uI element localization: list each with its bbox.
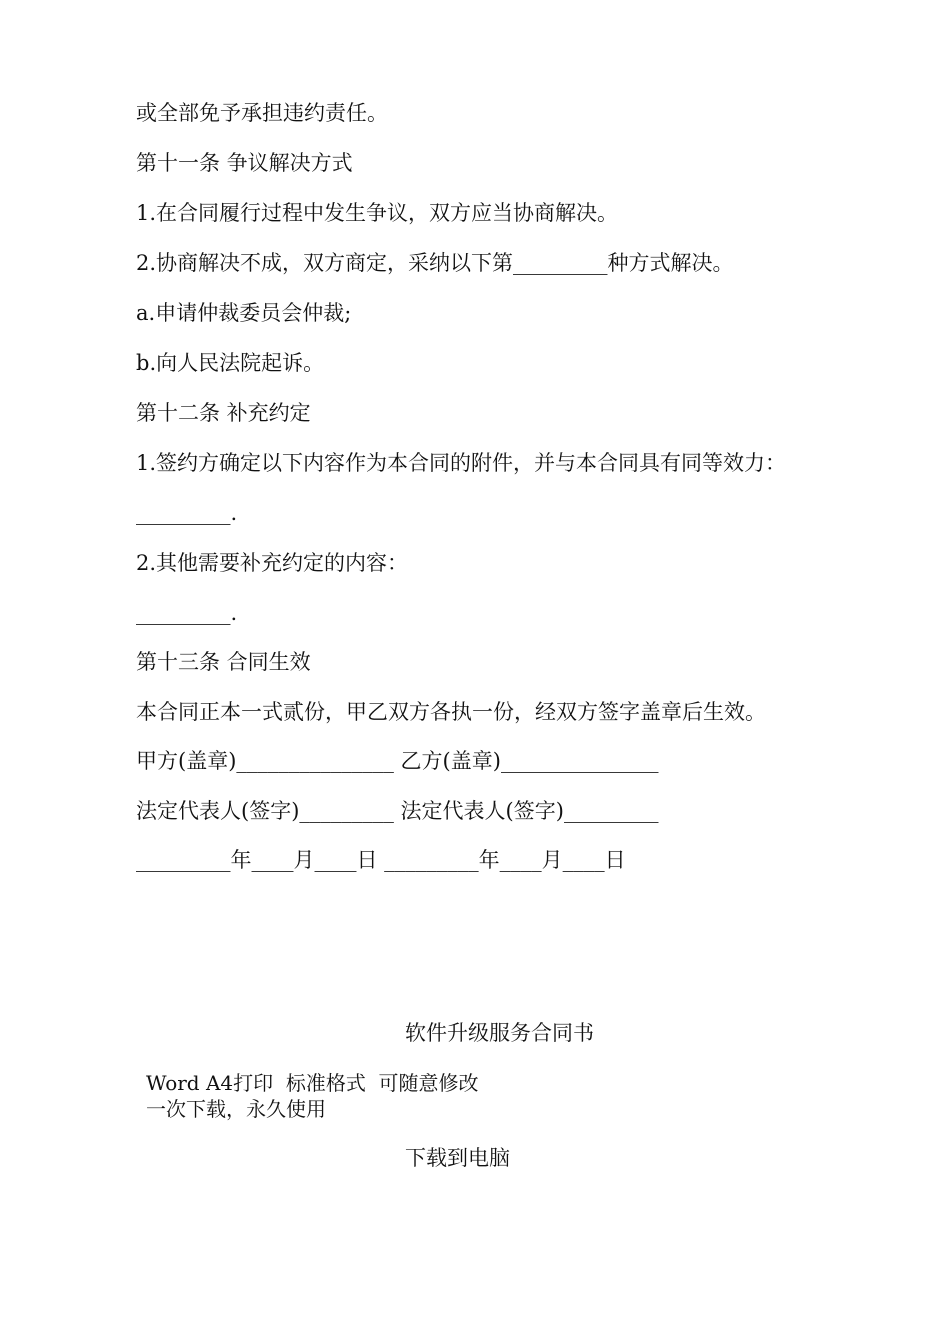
- promo-features: Word A4打印 标准格式 可随意修改: [146, 1071, 479, 1095]
- section-heading-13: 第十三条 合同生效: [136, 650, 311, 674]
- signature-date-line: _________年____月____日 _________年____月____日: [136, 848, 626, 872]
- clause-text-line: a.申请仲裁委员会仲裁;: [136, 301, 352, 325]
- clause-text-line: 2.其他需要补充约定的内容：: [136, 551, 409, 575]
- clause-text-line: 1.在合同履行过程中发生争议，双方应当协商解决。: [136, 201, 619, 225]
- clause-text-line: 本合同正本一式贰份，甲乙双方各执一份，经双方签字盖章后生效。: [136, 700, 766, 724]
- clause-text-line: b.向人民法院起诉。: [136, 351, 325, 375]
- clause-text-line: 2.协商解决不成，双方商定，采纳以下第_________种方式解决。: [136, 251, 734, 275]
- section-heading-12: 第十二条 补充约定: [136, 401, 311, 425]
- promo-title: 软件升级服务合同书: [405, 1021, 594, 1045]
- promo-tagline: 一次下载，永久使用: [146, 1097, 326, 1121]
- download-link[interactable]: 下载到电脑: [405, 1146, 510, 1170]
- blank-fill-line: _________.: [136, 601, 238, 625]
- signature-representative-line: 法定代表人(签字)_________ 法定代表人(签字)_________: [136, 799, 659, 823]
- blank-fill-line: _________.: [136, 501, 238, 525]
- signature-seal-line: 甲方(盖章)_______________ 乙方(盖章)_______________: [136, 749, 659, 773]
- section-heading-11: 第十一条 争议解决方式: [136, 151, 353, 175]
- clause-text-line: 1.签约方确定以下内容作为本合同的附件，并与本合同具有同等效力：: [136, 451, 787, 475]
- clause-text-line: 或全部免予承担违约责任。: [136, 101, 388, 125]
